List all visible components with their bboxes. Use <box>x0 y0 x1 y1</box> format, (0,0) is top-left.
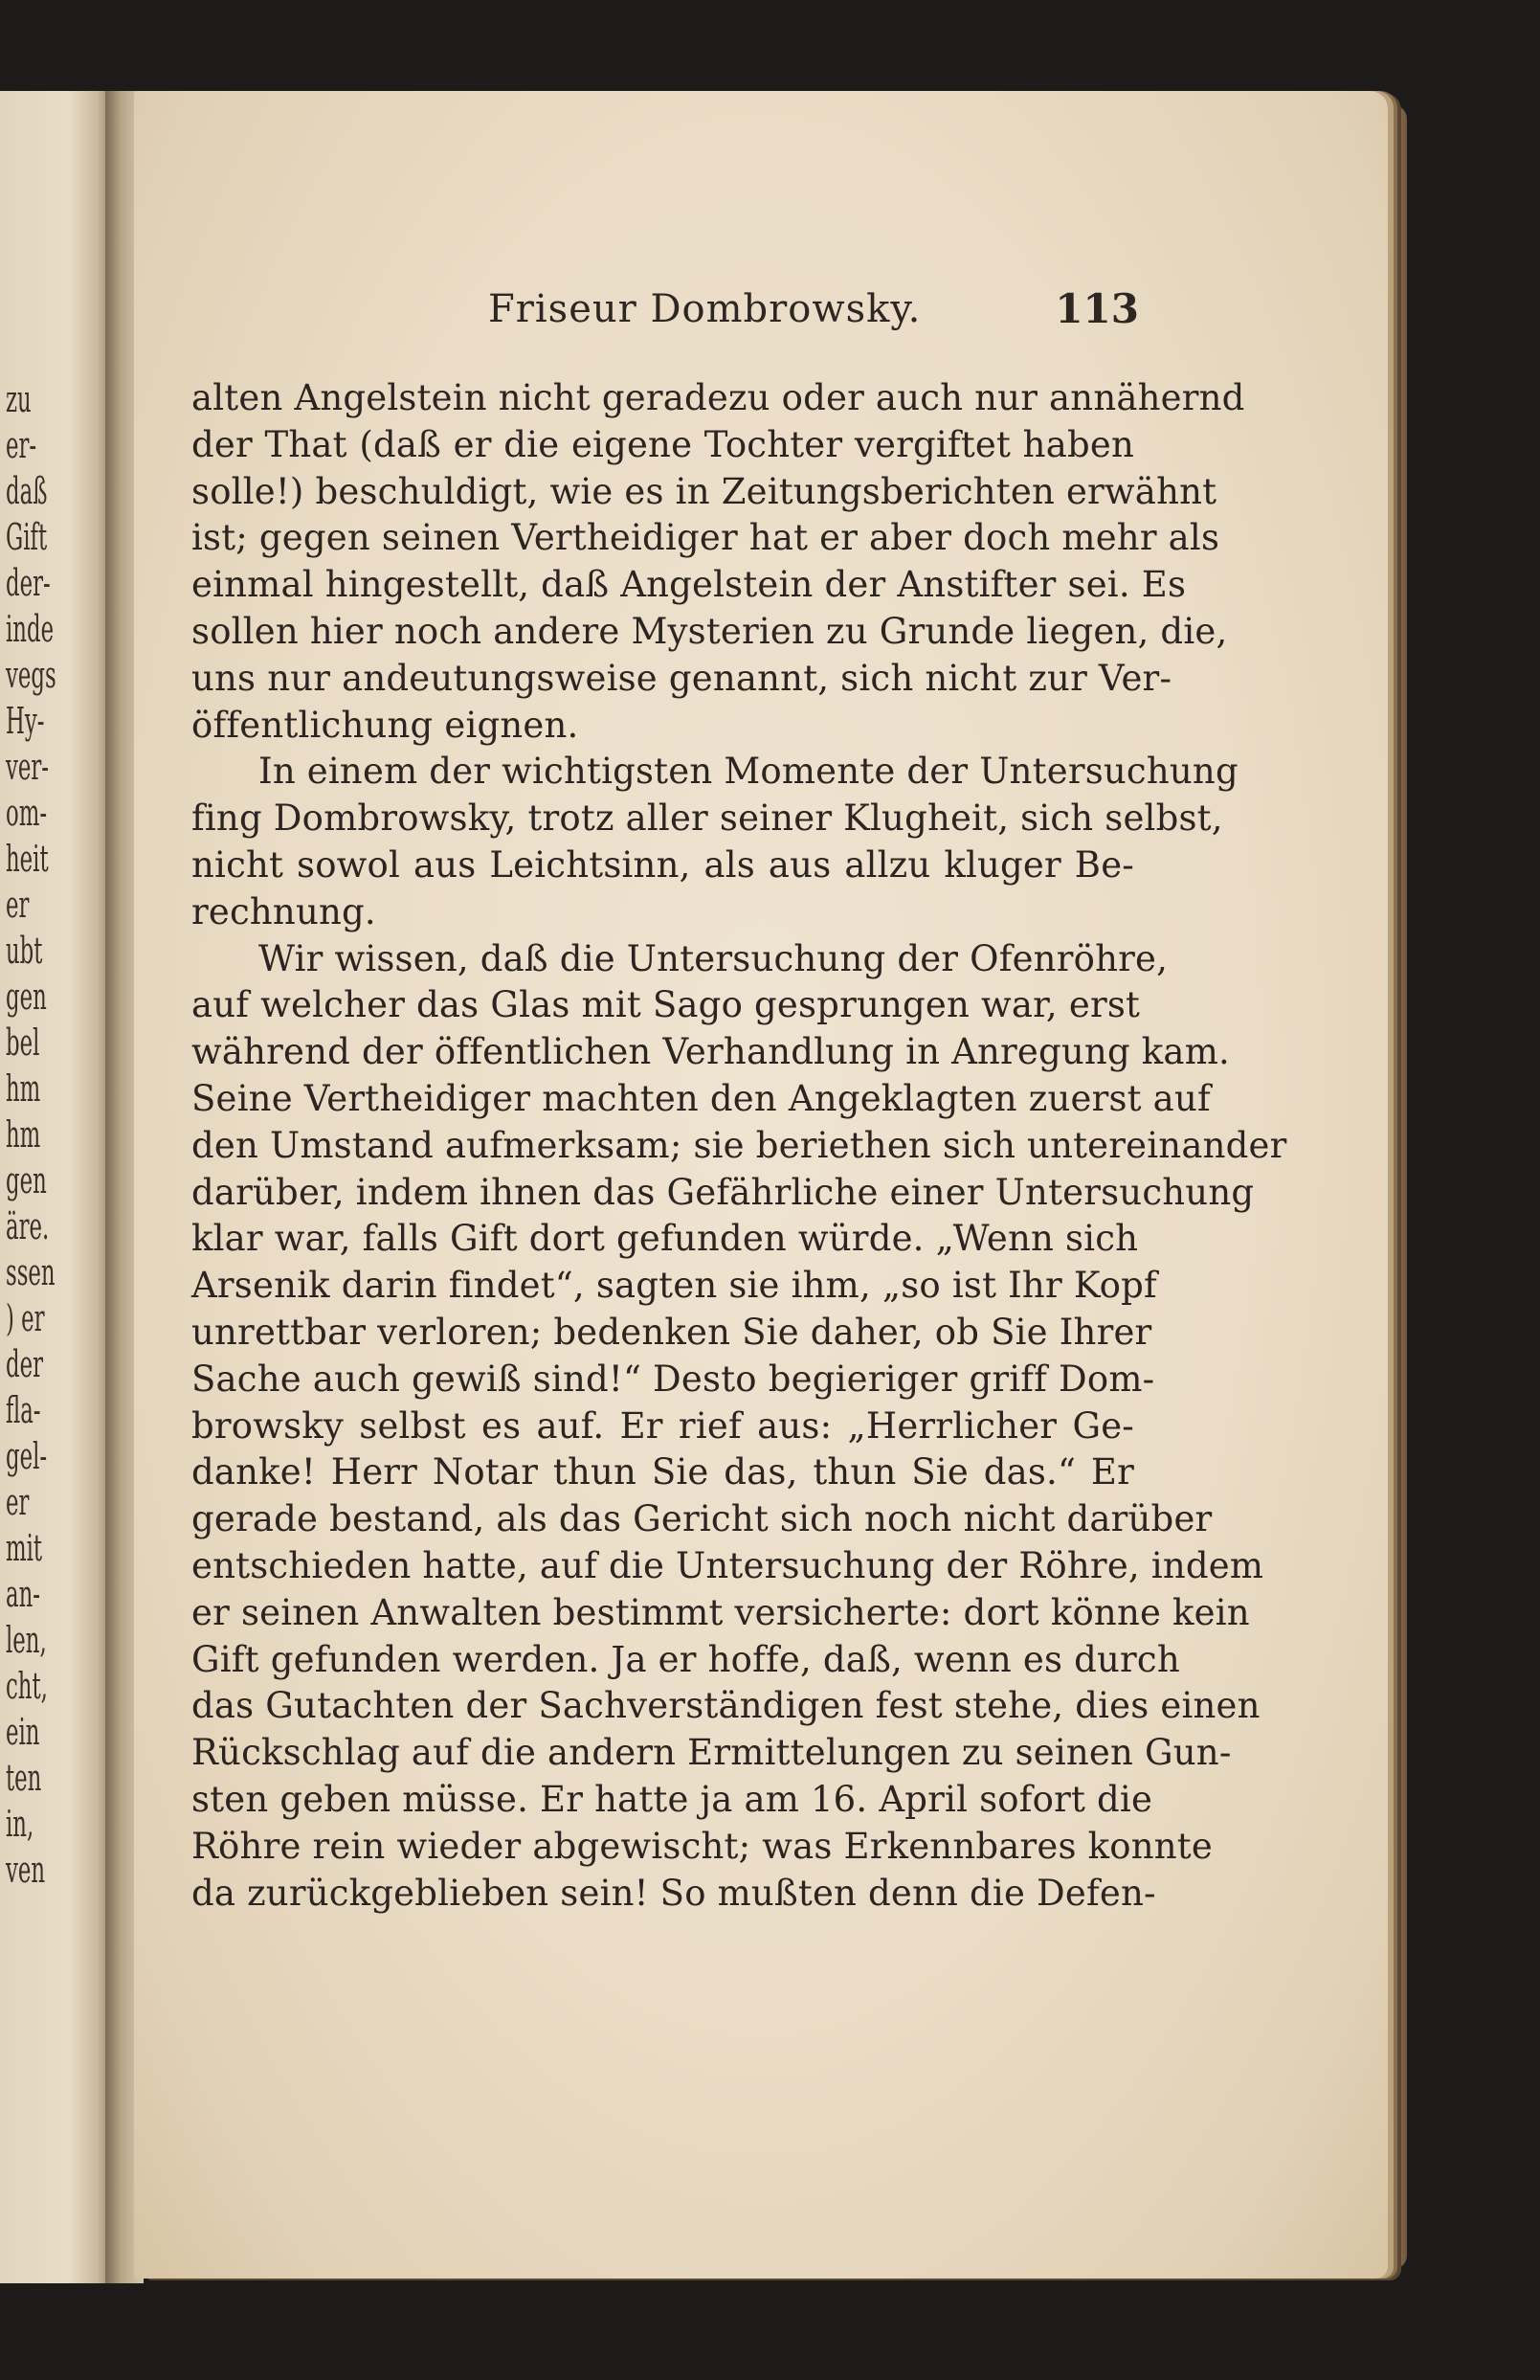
previous-page-fragment: in, <box>6 1803 34 1845</box>
previous-page-edge <box>0 91 115 2283</box>
body-text <box>191 375 1287 1917</box>
text-line: Röhre rein wieder abgewischt; was Erkennbares konnte <box>191 1825 1213 1867</box>
previous-page-fragment: gel- <box>6 1435 48 1477</box>
text-line: unrettbar verloren; bedenken Sie daher, ob Sie Ihrer <box>191 1311 1152 1353</box>
previous-page-fragment: äre. <box>6 1205 50 1247</box>
text-line: da zurückgeblieben sein! So mußten denn die Defen- <box>191 1872 1156 1914</box>
text-line: darüber, indem ihnen das Gefährliche einer Untersuchung <box>191 1171 1255 1213</box>
text-line: nicht sowol aus Leichtsinn, als aus allzu kluger Be- <box>191 843 1134 886</box>
text-line: fing Dombrowsky, trotz aller seiner Klugheit, sich selbst, <box>191 797 1223 840</box>
text-line: öffentlichung eignen. <box>191 704 579 746</box>
page-number: 113 <box>1055 285 1139 332</box>
previous-page-fragment: an- <box>6 1573 40 1615</box>
text-line: gerade bestand, als das Gericht sich noch nicht darüber <box>191 1498 1213 1540</box>
previous-page-fragment: zu <box>6 378 32 420</box>
text-line: uns nur andeutungsweise genannt, sich nicht zur Ver- <box>191 657 1172 699</box>
previous-page-fragment: mit <box>6 1527 43 1569</box>
text-line: sollen hier noch andere Mysterien zu Grunde liegen, die, <box>191 610 1228 652</box>
text-line: Arsenik darin findet“, sagten sie ihm, „so ist Ihr Kopf <box>191 1265 1157 1307</box>
text-line: Sache auch gewiß sind!“ Desto begieriger griff Dom- <box>191 1358 1155 1400</box>
text-line: den Umstand aufmerksam; sie beriethen sich untereinander <box>191 1124 1287 1166</box>
previous-page-fragment: vegs <box>6 654 56 696</box>
previous-page-fragment: ) er <box>6 1297 45 1339</box>
text-line: der That (daß er die eigene Tochter vergiftet haben <box>191 423 1134 465</box>
text-line: einmal hingestellt, daß Angelstein der Anstifter sei. Es <box>191 564 1187 606</box>
previous-page-fragment: der <box>6 1343 43 1385</box>
previous-page-fragment: cht, <box>6 1665 48 1707</box>
paragraph-first-line: In einem der wichtigsten Momente der Untersuchung <box>258 751 1239 793</box>
page-header <box>191 287 1139 345</box>
text-line: Seine Vertheidiger machten den Angeklagten zuerst auf <box>191 1077 1211 1119</box>
text-line: ist; gegen seinen Vertheidiger hat er aber doch mehr als <box>191 517 1220 559</box>
text-line: Rückschlag auf die andern Ermittelungen zu seinen Gun- <box>191 1732 1232 1774</box>
previous-page-fragment: len, <box>6 1619 47 1661</box>
text-line: er seinen Anwalten bestimmt versicherte: dort könne kein <box>191 1591 1250 1633</box>
previous-page-fragment: ssen <box>6 1251 56 1293</box>
text-line: Gift gefunden werden. Ja er hoffe, daß, wenn es durch <box>191 1638 1180 1680</box>
previous-page-fragment: ten <box>6 1757 42 1799</box>
previous-page-fragment: gen <box>6 976 47 1018</box>
text-line: auf welcher das Glas mit Sago gesprungen war, erst <box>191 984 1141 1026</box>
previous-page-fragment: ubt <box>6 930 43 972</box>
previous-page-fragment: er <box>6 884 30 926</box>
text-line: sten geben müsse. Er hatte ja am 16. April sofort die <box>191 1778 1153 1820</box>
text-line: alten Angelstein nicht geradezu oder auch nur annähernd <box>191 377 1245 418</box>
running-title: Friseur Dombrowsky. <box>488 287 922 331</box>
text-line: rechnung. <box>191 890 376 932</box>
text-line: klar war, falls Gift dort gefunden würde. „Wenn sich <box>191 1218 1139 1260</box>
previous-page-fragment: der- <box>6 562 51 604</box>
previous-page-fragment: bel <box>6 1022 40 1064</box>
previous-page-fragment: er- <box>6 424 37 466</box>
text-line: danke! Herr Notar thun Sie das, thun Sie das.“ Er <box>191 1451 1134 1493</box>
previous-page-fragment: heit <box>6 838 49 880</box>
text-line: das Gutachten der Sachverständigen fest stehe, dies einen <box>191 1685 1261 1727</box>
previous-page-fragment: inde <box>6 608 55 650</box>
previous-page-fragment: daß <box>6 470 48 512</box>
previous-page-fragment: er <box>6 1481 30 1523</box>
previous-page-fragment: ven <box>6 1849 46 1891</box>
text-line: browsky selbst es auf. Er rief aus: „Herrlicher Ge- <box>191 1404 1134 1447</box>
previous-page-fragment: Gift <box>6 516 48 558</box>
paragraph-first-line: Wir wissen, daß die Untersuchung der Ofenröhre, <box>258 937 1169 979</box>
text-line: solle!) beschuldigt, wie es in Zeitungsberichten erwähnt <box>191 470 1217 512</box>
previous-page-fragment: fla- <box>6 1389 41 1431</box>
previous-page-fragment: ver- <box>6 746 49 788</box>
previous-page-fragment: hm <box>6 1067 41 1110</box>
previous-page-fragment: om- <box>6 792 48 834</box>
previous-page-fragment: Hy- <box>6 700 45 742</box>
text-line: während der öffentlichen Verhandlung in Anregung kam. <box>191 1031 1230 1073</box>
text-line: entschieden hatte, auf die Untersuchung der Röhre, indem <box>191 1544 1264 1586</box>
previous-page-fragment: gen <box>6 1159 47 1201</box>
previous-page-fragment: ein <box>6 1711 40 1753</box>
previous-page-fragment: hm <box>6 1113 41 1156</box>
